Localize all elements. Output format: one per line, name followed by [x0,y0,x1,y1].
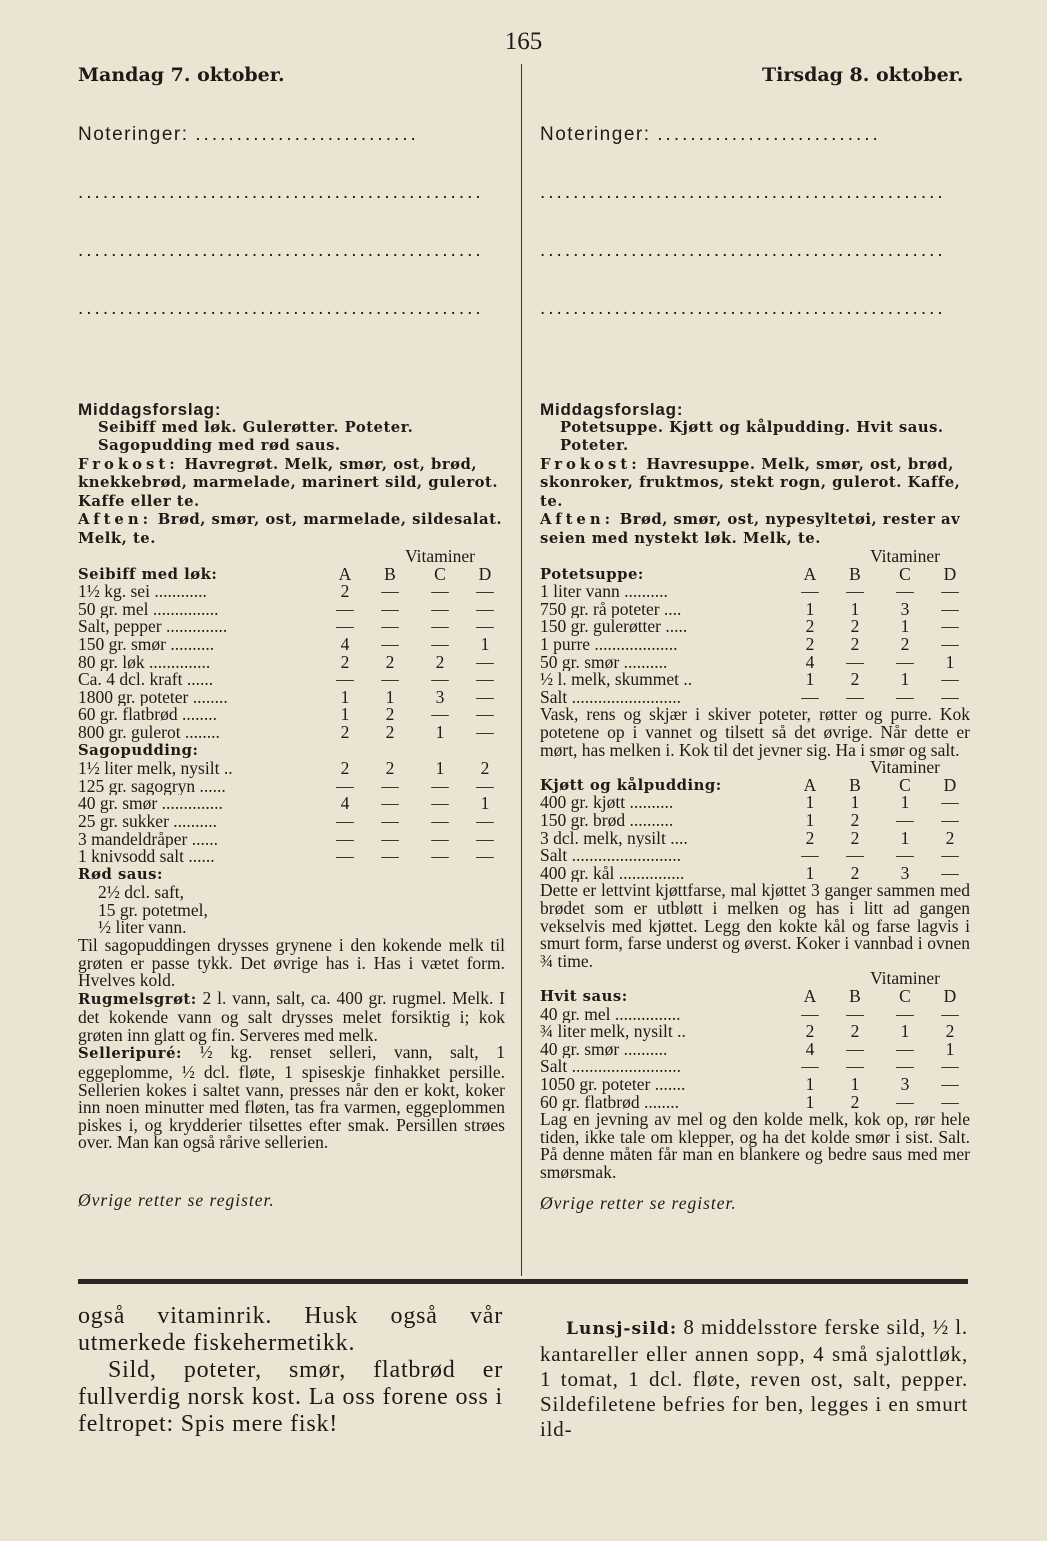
vitamin-value: 2 [805,618,815,637]
col-a: A [803,565,817,584]
vitamin-value: 2 [435,653,445,672]
vitamin-value: — [381,830,399,849]
lunsj-text: 8 middelsstore ferske sild, ½ l. kantareller eller annen sopp, 4 små sjalottløk, 1 tomat, 1 dcl. fløte, reven ost, salt, pepper. Sildefiletene befries for ben, legges i en smurt ild- [540,1315,968,1441]
ingredient-name: 150 gr. gulerøtter ..... [540,618,688,637]
ingredient-row [540,847,970,865]
vitamin-value: 1 [900,671,910,689]
ingredient-name: 750 gr. rå poteter .... [540,600,682,619]
col-a: A [803,776,817,795]
vitamin-value: — [476,848,494,866]
ingredient-row [78,636,505,654]
vitamin-value: — [801,583,819,601]
vitamin-value: 3 [900,1075,910,1094]
column-divider [521,64,522,1276]
vitamin-value: — [476,653,494,672]
ingredient-name: 40 gr. smør .............. [78,795,223,813]
vitamin-value: — [381,848,399,866]
col-b: B [849,987,861,1006]
vitamin-value: 2 [805,1023,815,1041]
vitamin-value: 1 [435,724,445,742]
vitamin-value: 2 [340,583,350,601]
ingredient-row [78,618,505,636]
vitamin-value: — [896,688,914,707]
vitamin-value: — [431,848,449,866]
ingredient-row [78,760,505,778]
vitamin-value: 1 [805,600,815,619]
left-day-heading: Mandag 7. oktober. [78,64,285,86]
ingredient-name: 1½ liter melk, nysilt .. [78,760,233,778]
vitamin-value: 2 [850,829,860,848]
frokost-label: Frokost: [540,455,641,473]
rug-label: Rugmelsgrøt: [78,990,197,1008]
vitamin-value: — [846,653,864,672]
recipe-header-row [540,777,970,795]
ingredient-name: Salt, pepper .............. [78,618,228,637]
selleripure [78,1044,505,1151]
ingredient-row [540,1058,970,1076]
vitamin-value: — [846,583,864,601]
vitamin-value: — [801,1005,819,1024]
recipe-header-row [540,566,970,584]
vitamin-value: — [431,777,449,796]
vitamin-value: — [846,1005,864,1024]
vitamin-value: 1 [340,688,350,707]
vitamin-value: — [941,688,959,707]
notes-label: Noteringer: [540,126,651,145]
vitamin-value: 3 [900,864,910,883]
recipe-header-row [78,566,505,584]
ingredient-name: 400 gr. kjøtt .......... [540,794,674,812]
vitamin-value: — [896,1005,914,1024]
col-c: C [899,565,911,584]
vitamin-value: 1 [435,760,445,778]
aften-label: Aften: [78,511,153,529]
vitamin-value: 1 [805,1093,815,1112]
vitamin-value: — [381,618,399,637]
notes-dots: ........................... [195,126,419,145]
ingredient-name: 3 mandeldråper ...... [78,830,218,849]
recipe-title: Sagopudding: [78,741,199,759]
recipe-title: Potetsuppe: [540,565,644,583]
vitamin-value: — [476,812,494,831]
ingredient-name: 60 gr. flatbrød ........ [78,706,218,725]
note-line: ................................................. [540,184,946,203]
vitamin-value: — [431,830,449,849]
ingredient-row [540,1041,970,1059]
ingredient-row [78,671,505,689]
ingredient-name: 60 gr. flatbrød ........ [540,1093,680,1112]
ingredient-row [540,812,970,830]
vitamin-value: 1 [805,864,815,883]
page-number: 165 [504,28,543,55]
vitamin-value: — [336,848,354,866]
note-line: ................................................. [540,242,946,261]
ingredient-row [78,831,505,849]
vitamin-value: — [381,795,399,813]
vitamin-value: 2 [945,1023,955,1041]
note-line: ................................................. [540,300,946,319]
vitamin-value: — [336,812,354,831]
vitamin-value: — [336,600,354,619]
vitamin-value: — [896,583,914,601]
recipe-title: Hvit saus: [540,987,628,1005]
col-d: D [943,987,957,1006]
ingredient-row [78,813,505,831]
vitamin-value: — [846,1040,864,1059]
vitamin-value: — [381,671,399,689]
ingredient-line: 2½ dcl. saft, [98,882,185,903]
vitamin-value: — [476,688,494,707]
note-line: ................................................. [78,300,484,319]
ingredient-line: 15 gr. potetmel, [98,899,208,920]
vitamin-value: 2 [340,653,350,672]
col-b: B [384,565,396,584]
vitamin-value: 2 [385,653,395,672]
ingredient-row [540,601,970,619]
vitamin-value: 2 [850,671,860,689]
vitamin-value: 2 [805,636,815,654]
vitamin-value: — [941,1075,959,1094]
vitamin-value: — [941,583,959,601]
vitaminer-heading: Vitaminer [405,546,475,567]
aften-text: Brød, smør, ost, nypesyltetøi, rester av seien med nystekt løk. Melk, te. [540,511,961,547]
ingredient-row [540,830,970,848]
vitamin-value: — [381,777,399,796]
ingredient-name: 1050 gr. poteter ....... [540,1075,686,1094]
vitamin-value: — [896,847,914,865]
vitamin-value: 1 [805,1075,815,1094]
middag-text: Potetsuppe. Kjøtt og kålpudding. Hvit saus. Poteter. [560,418,944,455]
vitamin-value: 4 [805,1040,815,1059]
instruction-text: Lag en jevning av mel og den kolde melk, kok op, rør hele tiden, ikke tale om klepper, og ha det kolde smør i sist. Salt. På denne måten får man en blankere og bedre saus med mer smørsmak. [540,1109,970,1182]
col-d: D [943,565,957,584]
vitamin-value: — [896,1040,914,1059]
vitamin-value: 1 [945,1040,955,1059]
vitamin-value: 4 [805,653,815,672]
vitamin-value: — [801,688,819,707]
vitamin-value: — [476,671,494,689]
right-column [540,126,970,1213]
vitaminer-heading: Vitaminer [870,968,940,989]
vitamin-value: — [941,671,959,689]
frokost-text: Havregrøt. Melk, smør, ost, brød, knekkebrød, marmelade, marinert sild, gulerot. Kaffe eller te. [78,455,499,510]
ingredient-name: 150 gr. brød .......... [540,812,674,830]
sel-text: ½ kg. renset selleri, vann, salt, 1 eggeplomme, ½ dcl. fløte, 1 spiseskje finhakket persille. Sellerien kokes i saltet vann, presses når den er kokt, koker inn noen minutter med fløten, tas fra varmen, eggeplommen piskes i, og krydderier tilsettes efter smak. Persillen strøes over. Man kan også rårive sellerien. [78,1042,505,1153]
vitamin-value: 1 [385,688,395,707]
ingredient-name: 1800 gr. poteter ........ [78,688,228,707]
vitamin-value: — [476,724,494,742]
vitamin-value: 2 [480,760,490,778]
footer-note: Øvrige retter se register. [78,1189,275,1210]
vitamin-value: 2 [850,864,860,883]
frokost [540,456,970,512]
ingredient-name: ¾ liter melk, nysilt .. [540,1023,686,1041]
vitamin-value: — [336,671,354,689]
vitamin-value: — [381,583,399,601]
recipe-title: Rød saus: [78,865,163,883]
vitamin-value: 1 [900,794,910,812]
ingredient-name: 40 gr. mel ............... [540,1005,681,1024]
vitamin-value: — [381,636,399,654]
vitamin-value: — [941,636,959,654]
vitamin-value: — [896,812,914,830]
vitamin-value: 2 [900,636,910,654]
instruction-text: Vask, rens og skjær i skiver poteter, røtter og purre. Kok potetene op i vannet og tilsett så det øvrige. Når dette er mørt, has melken i. Kok til det jevner sig. Ha i smør og salt. [540,704,970,760]
vitamin-value: — [941,847,959,865]
ingredient-row [78,778,505,796]
bottom-right-text [540,1315,968,1442]
bottom-left-text [78,1303,503,1438]
vitamin-value: — [431,600,449,619]
vitamin-value: — [846,688,864,707]
vitamin-value: 1 [850,600,860,619]
vitamin-value: 1 [480,795,490,813]
vitamin-value: — [476,618,494,637]
vitamin-value: 2 [385,706,395,725]
vitamin-value: 2 [385,724,395,742]
vitamin-value: 4 [340,636,350,654]
col-d: D [478,565,492,584]
middag-label: Middagsforslag: [540,400,684,419]
middag-label: Middagsforslag: [78,400,222,419]
vitamin-value: 2 [850,636,860,654]
col-b: B [849,776,861,795]
aften [540,511,970,548]
ingredient-name: 25 gr. sukker .......... [78,812,218,831]
ingredient-row [540,618,970,636]
vitamin-value: — [476,777,494,796]
vitamin-value: 2 [850,812,860,830]
ingredient-row [540,636,970,654]
vitamin-value: — [431,812,449,831]
vitamin-value: — [941,600,959,619]
vitamin-value: 2 [340,760,350,778]
vitamin-value: 2 [385,760,395,778]
aften-label: Aften: [540,511,615,529]
rugmelsgrot [78,987,505,1045]
ingredient-name: 1½ kg. sei ............ [78,583,207,601]
rug-text: 2 l. vann, salt, ca. 400 gr. rugmel. Melk. I det kokende vann og salt drysses melet forsiktig i; kok grøten inn glatt og fin. Serveres med melk. [78,987,505,1045]
recipe-title: Seibiff med løk: [78,565,218,583]
vitamin-value: — [476,706,494,725]
vitamin-value: 1 [340,706,350,725]
recipe-header-row [540,988,970,1006]
vitamin-value: 1 [945,653,955,672]
paragraph: også vitaminrik. Husk også vår utmerkede fiskehermetikk. [78,1303,503,1356]
vitamin-value: — [941,812,959,830]
vitamin-value: 1 [850,794,860,812]
vitamin-value: — [801,1058,819,1076]
right-day-heading: Tirsdag 8. oktober. [762,64,964,86]
vitamin-value: 1 [850,1075,860,1094]
vitamin-value: — [431,583,449,601]
vitamin-value: — [431,618,449,637]
vitamin-value: 2 [850,618,860,637]
ingredient-name: 80 gr. løk .............. [78,653,211,672]
vitamin-value: — [336,830,354,849]
vitamin-value: 2 [850,1093,860,1112]
vitamin-value: — [431,706,449,725]
vitamin-value: — [381,812,399,831]
ingredient-row [540,1006,970,1024]
middag-text: Seibiff med løk. Gulerøtter. Poteter. Sagopudding med rød saus. [98,418,414,455]
ingredient-name: ½ l. melk, skummet .. [540,671,693,689]
section-divider-rule [78,1279,968,1284]
ingredient-row [540,654,970,672]
vitamin-value: 1 [900,618,910,637]
ingredient-row [78,689,505,707]
ingredient-row [78,724,505,742]
left-notes [78,126,505,184]
vitamin-value: — [896,1058,914,1076]
ingredient-row [540,1076,970,1094]
vitamin-value: — [476,830,494,849]
vitamin-value: 4 [340,795,350,813]
ingredient-row [78,601,505,619]
vitamin-value: 3 [900,600,910,619]
ingredient-name: 1 liter vann .......... [540,583,668,601]
lunsj-label: Lunsj-sild: [566,1319,678,1339]
ingredient-name: 150 gr. smør .......... [78,636,215,654]
ingredient-name: 50 gr. smør .......... [540,653,668,672]
vitamin-value: — [941,1093,959,1112]
ingredient-row [78,848,505,866]
ingredient-row [540,671,970,689]
vitaminer-heading: Vitaminer [870,546,940,567]
vitamin-value: — [431,671,449,689]
vitamin-value: — [846,847,864,865]
vitamin-value: — [896,1093,914,1112]
instruction-text: Dette er lettvint kjøttfarse, mal kjøttet 3 ganger sammen med brødet som er utbløtt i melken og has i litt ad gangen vekselvis med kjøttet. Legg den kokte kål og farse lagvis i smurt form, farse underst og øverst. Koker i vannbad i ovnen ¾ time. [540,880,970,971]
vitamin-value: — [846,1058,864,1076]
lunsj-sild [540,1315,968,1442]
ingredient-name: Salt ......................... [540,688,681,707]
ingredient-name: 40 gr. smør .......... [540,1040,668,1059]
ingredient-name: 3 dcl. melk, nysilt .... [540,829,688,848]
vitamin-value: 1 [900,829,910,848]
col-a: A [338,565,352,584]
vitamin-value: 1 [480,636,490,654]
ingredient-row [78,706,505,724]
vitaminer-heading: Vitaminer [870,757,940,778]
ingredient-name: Ca. 4 dcl. kraft ...... [78,671,214,689]
ingredient-row [78,795,505,813]
vitamin-value: 1 [900,1023,910,1041]
ingredient-name: 1 knivsodd salt ...... [78,848,215,866]
ingredient-name: 125 gr. sagogryn ...... [78,777,226,796]
note-line: ................................................. [78,184,484,203]
ingredient-row [78,654,505,672]
ingredient-line: ½ liter vann. [98,917,187,938]
frokost-label: Frokost: [78,455,179,473]
vitamin-value: 2 [340,724,350,742]
ingredient-table [540,794,970,882]
col-b: B [849,565,861,584]
instruction-text: Til sagopuddingen drysses grynene i den kokende melk til grøten er passe tykk. Det øvrige has i. Has i vætet form. Hvelves kold. [78,934,505,991]
ingredient-row [78,583,505,601]
vitamin-value: — [801,847,819,865]
ingredient-row [540,583,970,601]
vitamin-value: — [941,618,959,637]
vitamin-value: 2 [850,1023,860,1041]
vitamin-value: — [896,653,914,672]
ingredient-name: 800 gr. gulerot ........ [78,724,220,742]
vitamin-value: — [941,1005,959,1024]
vitamin-value: — [941,794,959,812]
col-a: A [803,987,817,1006]
ingredient-row [540,1023,970,1041]
vitamin-value: 2 [805,829,815,848]
note-line: ................................................. [78,242,484,261]
frokost-text: Havresuppe. Melk, smør, ost, brød, skonroker, fruktmos, stekt rogn, gulerot. Kaffe, te. [540,455,961,510]
vitamin-value: — [381,600,399,619]
ingredient-name: Salt ......................... [540,1058,681,1076]
vitamin-value: — [336,777,354,796]
sel-label: Selleripuré: [78,1045,182,1063]
left-column [78,126,505,1210]
ingredient-table [540,583,970,706]
vitamin-value: 1 [805,671,815,689]
ingredient-name: 400 gr. kål ............... [540,864,685,883]
col-c: C [434,565,446,584]
notes-dots: ........................... [657,126,881,145]
vitamin-value: 1 [805,794,815,812]
ingredient-table [78,760,505,866]
aften-text: Brød, smør, ost, marmelade, sildesalat. Melk, te. [78,511,503,547]
col-c: C [899,987,911,1006]
vitamin-value: 1 [805,812,815,830]
ingredient-name: 1 purre ................... [540,636,678,654]
vitamin-value: — [431,636,449,654]
vitamin-value: 2 [945,829,955,848]
vitamin-value: — [941,1058,959,1076]
paragraph: Sild, poteter, smør, flatbrød er fullverdig norsk kost. La oss forene oss i feltropet: Spis mere fisk! [78,1357,503,1437]
right-notes [540,126,970,184]
frokost [78,456,505,512]
ingredient-name: Salt ......................... [540,847,681,865]
vitamin-value: — [336,618,354,637]
col-d: D [943,776,957,795]
ingredient-table [540,1006,970,1112]
vitamin-value: — [941,864,959,883]
recipe-title: Kjøtt og kålpudding: [540,776,722,794]
footer-note: Øvrige retter se register. [540,1193,737,1214]
ingredient-name: 50 gr. mel ............... [78,600,219,619]
vitamin-value: — [476,600,494,619]
ingredient-table [78,583,505,741]
ingredient-row [540,794,970,812]
aften [78,511,505,548]
vitamin-value: — [431,795,449,813]
vitamin-value: 3 [435,688,445,707]
vitamin-value: — [476,583,494,601]
col-c: C [899,776,911,795]
notes-label: Noteringer: [78,126,189,145]
